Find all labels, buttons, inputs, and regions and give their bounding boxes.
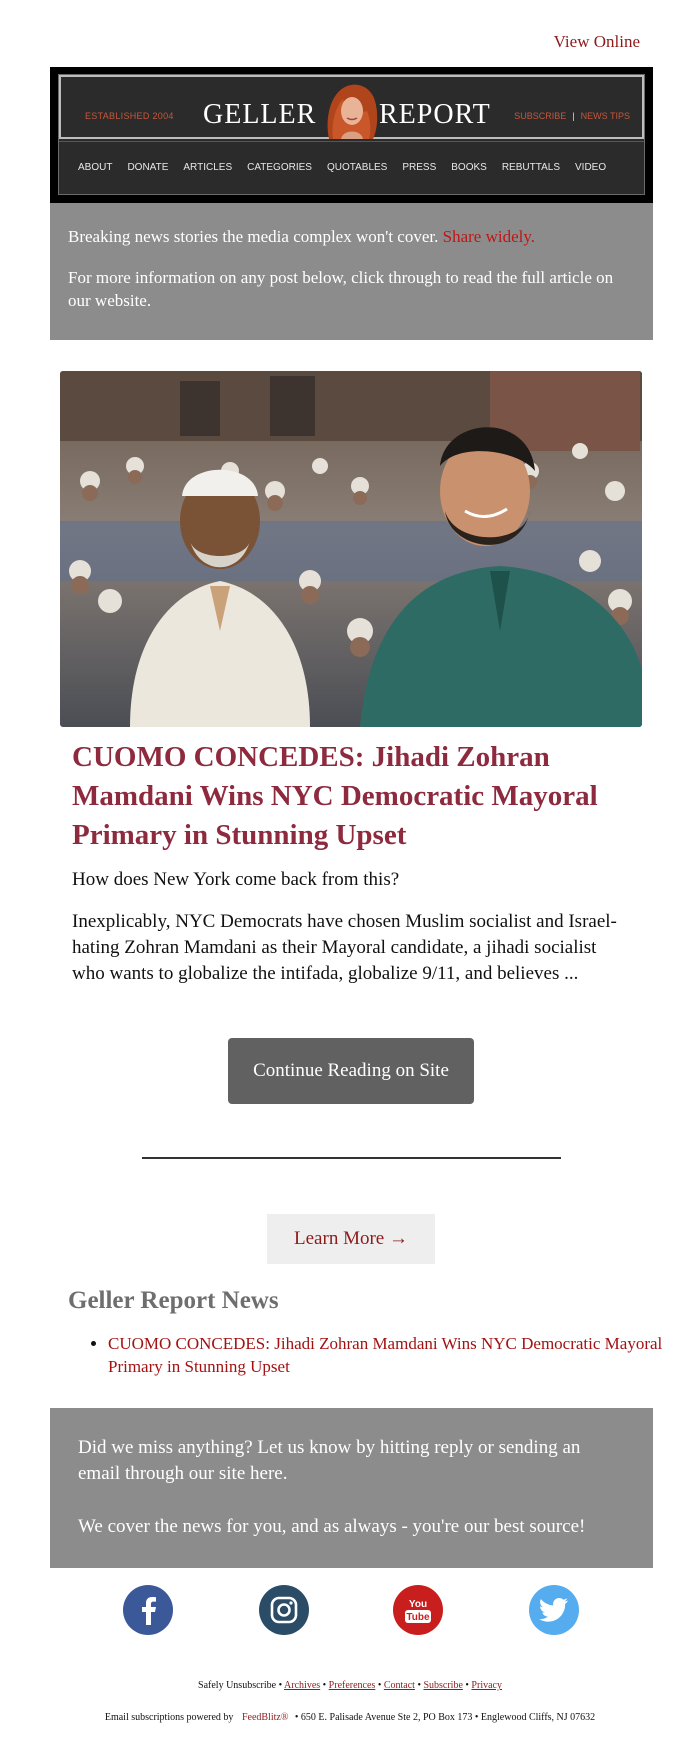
footer-line-1: Did we miss anything? Let us know by hitting reply or sending an email through our site here.: [78, 1437, 581, 1484]
instagram-glyph-icon: [269, 1595, 299, 1625]
banner-top: [59, 75, 644, 139]
article-photo-image: [60, 371, 642, 727]
nav-item-rebuttals[interactable]: REBUTTALS: [501, 161, 560, 173]
bullet-separator: •: [465, 1680, 469, 1691]
intro-line-1: [68, 225, 635, 248]
nav-item-about[interactable]: ABOUT: [78, 161, 113, 173]
bullet-separator: •: [278, 1680, 283, 1691]
share-widely-link[interactable]: Share widely.: [442, 227, 535, 246]
intro-line-2: For more information on any post below, click through to read the full article on our website.: [68, 268, 614, 310]
nav-item-donate[interactable]: DONATE: [127, 161, 169, 173]
brand-left: GELLER: [203, 99, 317, 130]
bullet-separator: •: [322, 1680, 327, 1691]
article-photo[interactable]: [60, 371, 642, 727]
facebook-icon[interactable]: [123, 1585, 173, 1635]
article-excerpt: Inexplicably, NYC Democrats have chosen Muslim socialist and Israel-hating Zohran Mamdani as their Mayoral candidate, a jihadi socialist who wants to globalize the intifada, globalize 9/11, and believes ...: [72, 911, 617, 984]
subscribe-link[interactable]: SUBSCRIBE: [514, 111, 567, 121]
article-subhead: How does New York come back from this?: [72, 869, 400, 890]
unsubscribe-line: [0, 1680, 700, 1691]
news-section-title: Geller Report News: [68, 1287, 279, 1314]
header-banner[interactable]: [50, 67, 653, 203]
footer-line-2: We cover the news for you, and as always - you're our best source!: [78, 1516, 586, 1537]
svg-text:You: You: [408, 1599, 428, 1610]
established-label: ESTABLISHED 2004: [85, 111, 174, 121]
nav-item-categories[interactable]: CATEGORIES: [247, 161, 312, 173]
intro-text: Breaking news stories the media complex won't cover.: [68, 227, 439, 246]
youtube-glyph-icon: [402, 1594, 434, 1626]
news-item-link[interactable]: CUOMO CONCEDES: Jihadi Zohran Mamdani Wins NYC Democratic Mayoral Primary in Stunning Upset: [108, 1334, 663, 1376]
news-list: [90, 1332, 668, 1378]
twitter-glyph-icon: [539, 1597, 569, 1623]
powered-by-line: [0, 1712, 700, 1723]
portrait-logo-icon: [323, 81, 379, 139]
banner-inner: [58, 74, 645, 195]
feedblitz-link[interactable]: FeedBlitz®: [241, 1712, 289, 1723]
brand-right: REPORT: [379, 99, 491, 130]
view-online-link[interactable]: View Online: [553, 32, 640, 51]
youtube-icon[interactable]: [393, 1585, 443, 1635]
article-headline[interactable]: CUOMO CONCEDES: Jihadi Zohran Mamdani Wins NYC Democratic Mayoral Primary in Stunning Upset: [72, 741, 598, 851]
nav-item-video[interactable]: VIDEO: [575, 161, 607, 173]
header-separator: |: [572, 111, 575, 121]
privacy-link[interactable]: Privacy: [471, 1680, 502, 1691]
unsubscribe-link[interactable]: Safely Unsubscribe: [198, 1680, 277, 1691]
facebook-glyph-icon: [135, 1595, 161, 1625]
main-nav: [59, 141, 644, 192]
archives-link[interactable]: Archives: [284, 1680, 321, 1691]
contact-link[interactable]: Contact: [383, 1680, 415, 1691]
bullet-separator: •: [377, 1680, 382, 1691]
bullet-separator: •: [417, 1680, 421, 1691]
footer-message-box: [50, 1408, 653, 1568]
learn-more-button[interactable]: Learn More →: [267, 1214, 435, 1264]
section-divider: [142, 1157, 561, 1159]
subscribe-footer-link[interactable]: Subscribe: [423, 1680, 463, 1691]
news-tips-link[interactable]: NEWS TIPS: [580, 111, 630, 121]
powered-by-label: Email subscriptions powered by: [104, 1712, 234, 1723]
svg-text:Tube: Tube: [406, 1612, 430, 1623]
continue-reading-button[interactable]: Continue Reading on Site: [228, 1038, 474, 1104]
nav-item-books[interactable]: BOOKS: [451, 161, 487, 173]
nav-item-articles[interactable]: ARTICLES: [183, 161, 233, 173]
nav-item-quotables[interactable]: QUOTABLES: [326, 161, 388, 173]
twitter-icon[interactable]: [529, 1585, 579, 1635]
intro-box: [50, 203, 653, 340]
mailing-address: • 650 E. Palisade Avenue Ste 2, PO Box 173 • Englewood Cliffs, NJ 07632: [294, 1712, 596, 1723]
nav-item-press[interactable]: PRESS: [402, 161, 437, 173]
preferences-link[interactable]: Preferences: [328, 1680, 376, 1691]
header-links: [514, 111, 630, 121]
instagram-icon[interactable]: [259, 1585, 309, 1635]
list-item: [108, 1332, 668, 1378]
